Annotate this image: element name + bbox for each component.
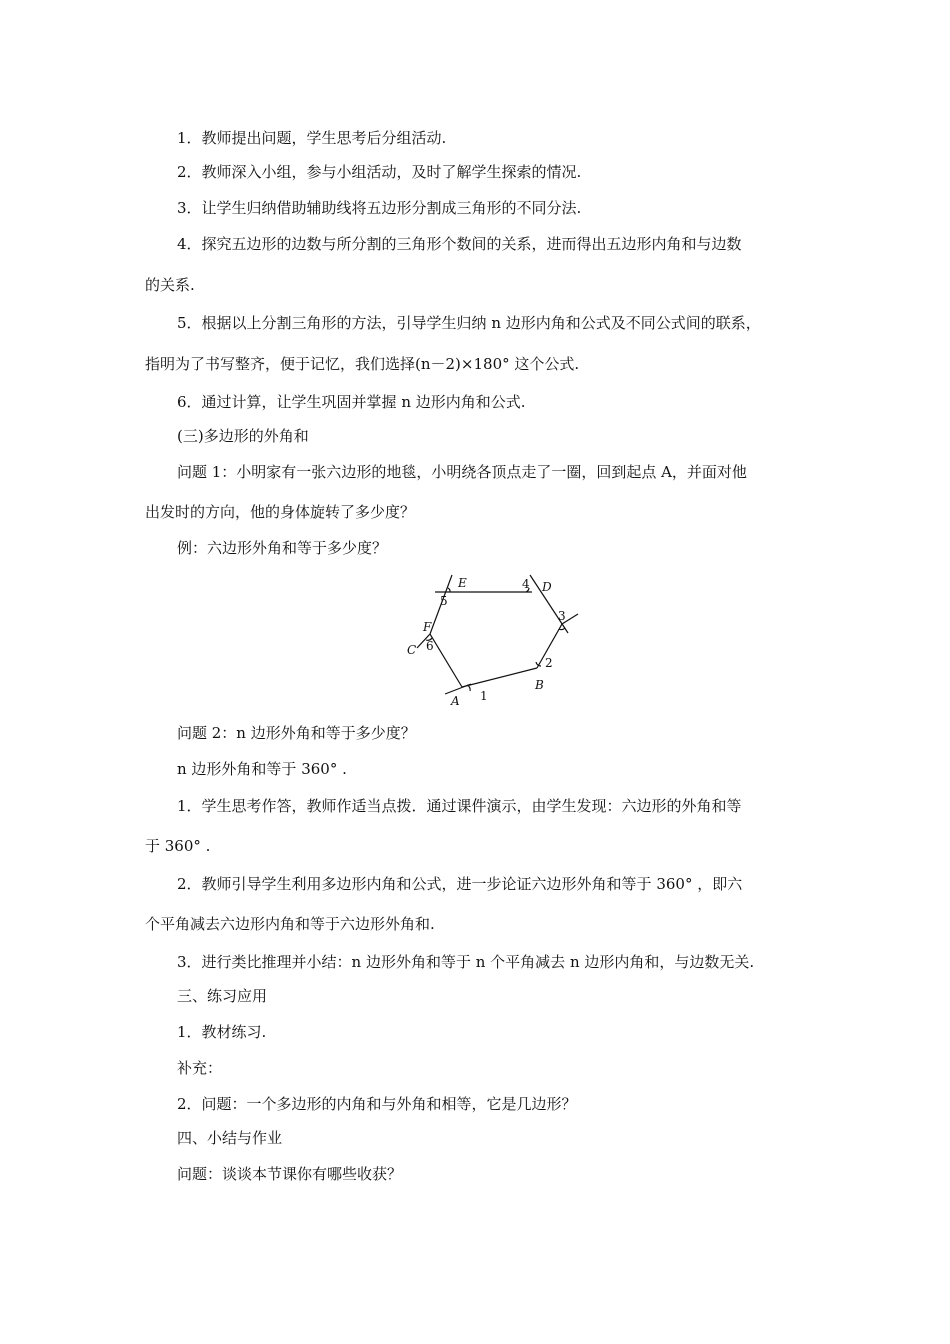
section-heading: 四、小结与作业 (177, 1129, 283, 1147)
angle-label-2: 2 (545, 656, 553, 670)
vertex-label-e: E (458, 576, 467, 590)
vertex-label-c: C (407, 643, 417, 657)
paragraph-line: 问题 1：小明家有一张六边形的地毯，小明绕各顶点走了一圈，回到起点 A，并面对他 (177, 463, 747, 481)
paragraph-line: 6．通过计算，让学生巩固并掌握 n 边形内角和公式. (177, 393, 526, 411)
paragraph-line: 2．教师引导学生利用多边形内角和公式，进一步论证六边形外角和等于 360° ，即六 (177, 875, 743, 893)
paragraph-line: 的关系. (145, 276, 195, 294)
paragraph-line: 问题：谈谈本节课你有哪些收获？ (177, 1165, 403, 1183)
vertex-label-a: A (451, 694, 460, 708)
paragraph-line: 补充： (177, 1059, 223, 1077)
paragraph-line: 3．让学生归纳借助辅助线将五边形分割成三角形的不同分法. (177, 199, 582, 217)
angle-label-5: 5 (440, 594, 448, 608)
paragraph-line: 5．根据以上分割三角形的方法，引导学生归纳 n 边形内角和公式及不同公式间的联系， (177, 314, 761, 332)
angle-label-3: 3 (558, 609, 566, 623)
side-ba (462, 668, 537, 687)
paragraph-line: 问题 2：n 边形外角和等于多少度？ (177, 724, 416, 742)
angle-label-4: 4 (522, 577, 530, 591)
vertex-label-d: D (542, 580, 552, 594)
hexagon-exterior-angle-figure (395, 570, 595, 710)
paragraph-line: 个平角减去六边形内角和等于六边形外角和. (145, 915, 435, 933)
angle-label-1: 1 (480, 689, 488, 703)
paragraph-line: n 边形外角和等于 360° . (177, 760, 347, 778)
paragraph-line: 出发时的方向，他的身体旋转了多少度？ (145, 503, 416, 521)
paragraph-line: 2．教师深入小组，参与小组活动，及时了解学生探索的情况. (177, 163, 582, 181)
angle-label-6: 6 (426, 639, 434, 653)
side-af (430, 634, 462, 687)
paragraph-line: 1．学生思考作答，教师作适当点拨．通过课件演示，由学生发现：六边形的外角和等 (177, 797, 742, 815)
paragraph-line: 于 360° . (145, 837, 211, 855)
section-heading: 三、练习应用 (177, 987, 268, 1005)
section-heading: (三)多边形的外角和 (177, 427, 309, 445)
hexagon-lines (417, 575, 578, 694)
paragraph-line: 例：六边形外角和等于多少度？ (177, 539, 388, 557)
paragraph-line: 1．教师提出问题，学生思考后分组活动. (177, 129, 447, 147)
paragraph-line: 1．教材练习. (177, 1023, 267, 1041)
vertex-label-b: B (535, 678, 544, 692)
paragraph-line: 4．探究五边形的边数与所分割的三角形个数间的关系，进而得出五边形内角和与边数 (177, 235, 742, 253)
paragraph-line: 2．问题：一个多边形的内角和与外角和相等，它是几边形？ (177, 1095, 577, 1113)
paragraph-line: 3．进行类比推理并小结：n 边形外角和等于 n 个平角减去 n 边形内角和，与边数无关. (177, 953, 755, 971)
vertex-label-f: F (423, 620, 432, 634)
paragraph-line: 指明为了书写整齐，便于记忆，我们选择(n－2)×180° 这个公式. (145, 355, 580, 373)
